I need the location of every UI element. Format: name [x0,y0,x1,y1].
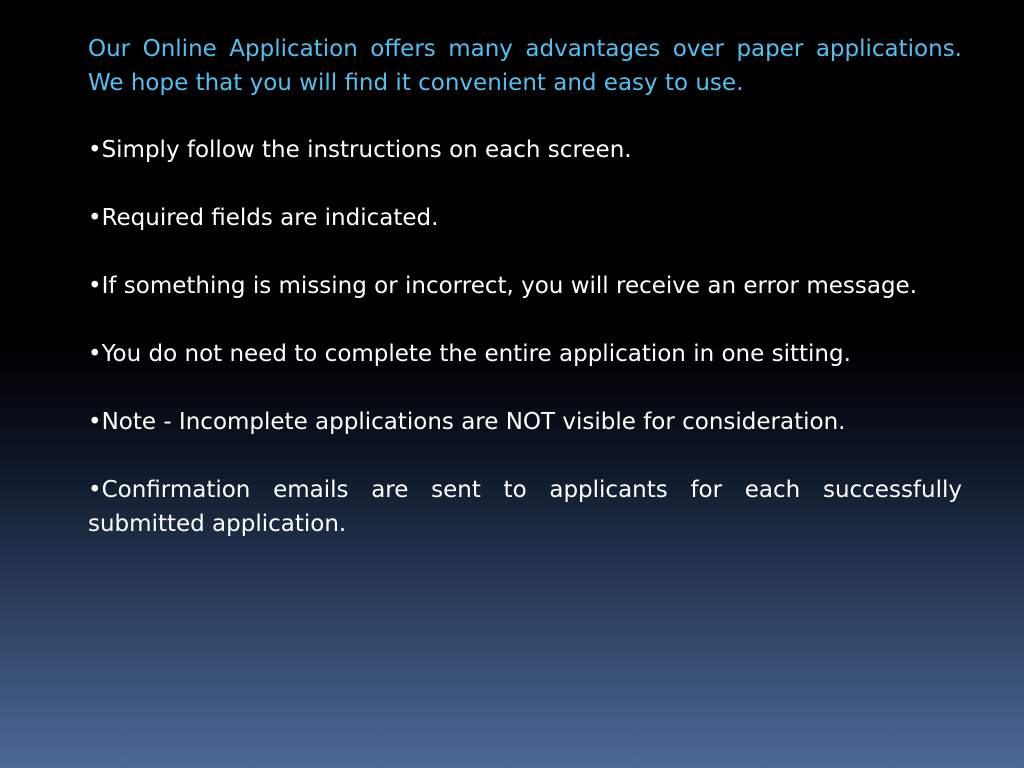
bullet-item: •Required fields are indicated. [88,205,439,231]
bullet-item: •If something is missing or incorrect, you will receive an error message. [88,273,917,299]
spacer [88,371,962,405]
bullet-item: •Simply follow the instructions on each screen. [88,137,632,163]
spacer [88,303,962,337]
slide-content [88,32,962,541]
bullet-item: •Confirmation emails are sent to applicants for each successfully submitted application. [88,477,962,537]
spacer [88,235,962,269]
bullet-item: •You do not need to complete the entire application in one sitting. [88,341,851,367]
intro-paragraph: Our Online Application offers many advantages over paper applications. We hope that you will find it convenient and easy to use. [88,36,962,96]
bullet-item: •Note - Incomplete applications are NOT visible for consideration. [88,409,846,435]
spacer [88,167,962,201]
spacer [88,100,962,133]
spacer [88,439,962,473]
